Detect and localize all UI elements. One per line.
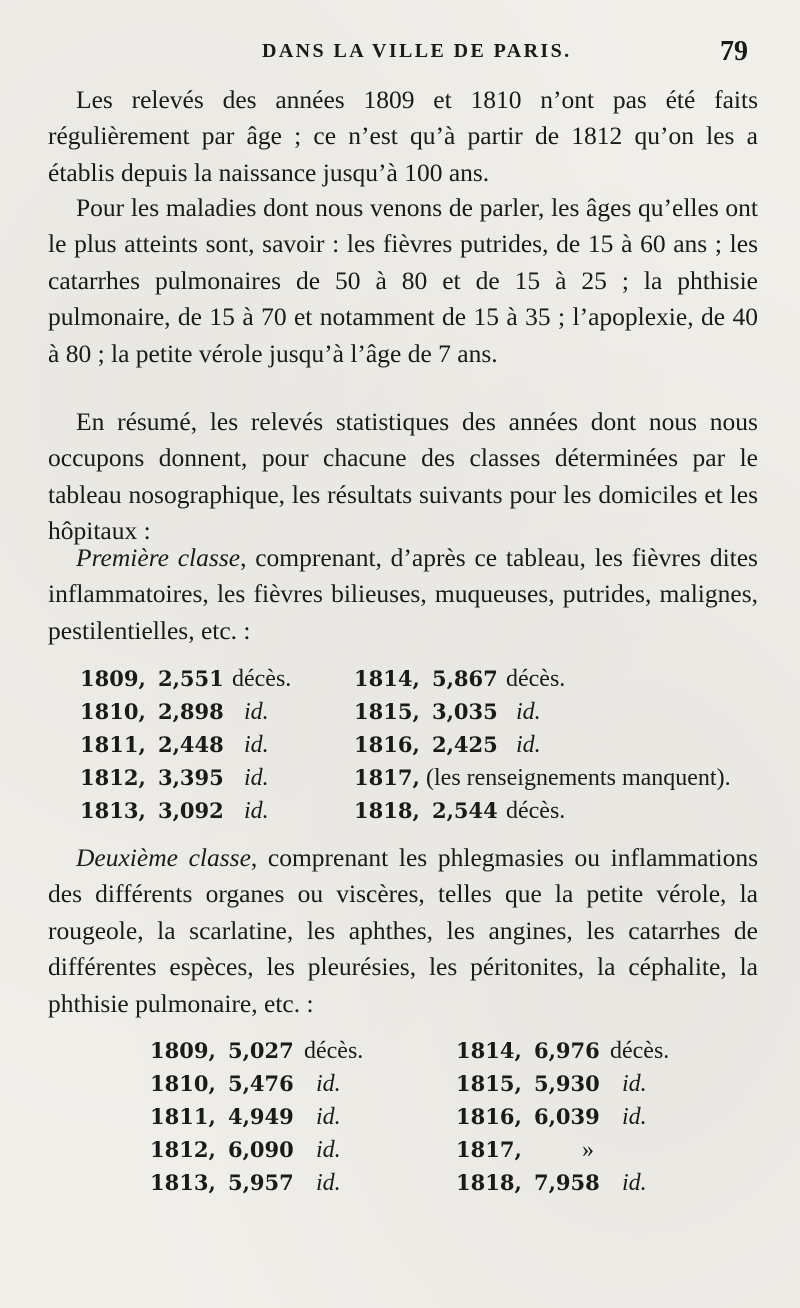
paragraph-resume: En résumé, les relevés statistiques des années dont nous nous occupons donnent, pour chacune des classes déterminées par le tableau nosographique, les résultats suivants pour les domiciles et les hôpitaux :: [48, 407, 758, 546]
year-cell: 1809,: [150, 1038, 216, 1063]
deuxieme-classe-label: Deuxième classe: [76, 843, 251, 872]
year-cell: 1817,: [354, 765, 420, 790]
deuxieme-classe-text: , comprenant les phlegmasies ou inflammations des différents organes ou viscères, telles que la petite vérole, la rougeole, la scarlatine, les aphthes, les angines, les catarrhes de différentes espèces, les pleurésies, les péritonites, la céphalite, la phthisie pulmonaire, etc. :: [48, 843, 758, 1018]
premiere-classe-label: Première classe: [76, 543, 241, 572]
unit-cell: id.: [516, 732, 541, 758]
unit-cell: id.: [316, 1170, 341, 1196]
unit-cell: id.: [244, 798, 269, 824]
year-cell: 1817,: [456, 1137, 522, 1162]
year-cell: 1815,: [354, 699, 420, 724]
year-cell: 1813,: [80, 798, 146, 823]
value-cell: 5,027: [228, 1038, 294, 1063]
ditto-mark: »: [582, 1137, 594, 1163]
year-cell: 1810,: [150, 1071, 216, 1096]
running-head: [0, 36, 800, 76]
year-cell: 1812,: [80, 765, 146, 790]
unit-cell: décès.: [506, 666, 566, 692]
year-cell: 1809,: [80, 666, 146, 691]
year-cell: 1812,: [150, 1137, 216, 1162]
unit-cell: décès.: [506, 798, 566, 824]
unit-cell: id.: [622, 1104, 647, 1130]
value-cell: 5,476: [228, 1071, 294, 1096]
value-cell: 5,867: [432, 666, 498, 691]
year-cell: 1818,: [456, 1170, 522, 1195]
paragraph-deuxieme-classe: [48, 840, 758, 1022]
value-cell: 5,957: [228, 1170, 294, 1195]
unit-cell: id.: [244, 699, 269, 725]
value-cell: 2,551: [158, 666, 224, 691]
unit-cell: id.: [316, 1137, 341, 1163]
paragraph-maladies-ages: Pour les maladies dont nous venons de parler, les âges qu’elles ont le plus atteints sont, savoir : les fièvres putrides, de 15 à 60 ans ; les catarrhes pulmonaires de 50 à 80 et de 15 à 25 ; la phthisie pulmonaire, de 15 à 70 et notamment de 15 à 35 ; l’apoplexie, de 40 à 80 ; la petite vérole jusqu’à l’âge de 7 ans.: [48, 193, 758, 368]
unit-cell: id.: [622, 1170, 647, 1196]
paragraph-premiere-classe: [48, 540, 758, 649]
value-cell: 3,395: [158, 765, 224, 790]
table-deuxieme-classe: [150, 1038, 780, 1213]
page-number: 79: [720, 36, 748, 67]
table-premiere-classe: [80, 666, 780, 841]
year-cell: 1810,: [80, 699, 146, 724]
unit-cell: id.: [244, 732, 269, 758]
unit-cell: décès.: [232, 666, 292, 692]
year-cell: 1815,: [456, 1071, 522, 1096]
year-cell: 1818,: [354, 798, 420, 823]
unit-cell: id.: [316, 1104, 341, 1130]
unit-cell: id.: [316, 1071, 341, 1097]
value-cell: 2,425: [432, 732, 498, 757]
value-cell: 6,039: [534, 1104, 600, 1129]
value-cell: 7,958: [534, 1170, 600, 1195]
unit-cell: id.: [516, 699, 541, 725]
unit-cell: id.: [244, 765, 269, 791]
unit-cell: décès.: [304, 1038, 364, 1064]
year-cell: 1816,: [354, 732, 420, 757]
value-cell: 5,930: [534, 1071, 600, 1096]
year-cell: 1811,: [80, 732, 146, 757]
year-cell: 1813,: [150, 1170, 216, 1195]
value-cell: 2,898: [158, 699, 224, 724]
year-cell: 1814,: [456, 1038, 522, 1063]
unit-cell: id.: [622, 1071, 647, 1097]
value-cell: 6,090: [228, 1137, 294, 1162]
paragraph-relevés: Les relevés des années 1809 et 1810 n’ont pas été faits régulièrement par âge ; ce n’est qu’à partir de 1812 qu’on les a établis depuis la naissance jusqu’à 100 ans.: [48, 85, 758, 187]
year-cell: 1811,: [150, 1104, 216, 1129]
year-cell: 1816,: [456, 1104, 522, 1129]
unit-cell: décès.: [610, 1038, 670, 1064]
running-title: DANS LA VILLE DE PARIS.: [262, 40, 572, 62]
value-cell: 2,448: [158, 732, 224, 757]
missing-data-note: (les renseignements manquent).: [426, 765, 731, 791]
value-cell: 4,949: [228, 1104, 294, 1129]
year-cell: 1814,: [354, 666, 420, 691]
value-cell: 3,092: [158, 798, 224, 823]
value-cell: 2,544: [432, 798, 498, 823]
value-cell: 6,976: [534, 1038, 600, 1063]
value-cell: 3,035: [432, 699, 498, 724]
premiere-classe-text: , comprenant, d’après ce tableau, les fièvres dites inflammatoires, les fièvres bilieuses, muqueuses, putrides, malignes, pestilentielles, etc. :: [48, 543, 758, 645]
